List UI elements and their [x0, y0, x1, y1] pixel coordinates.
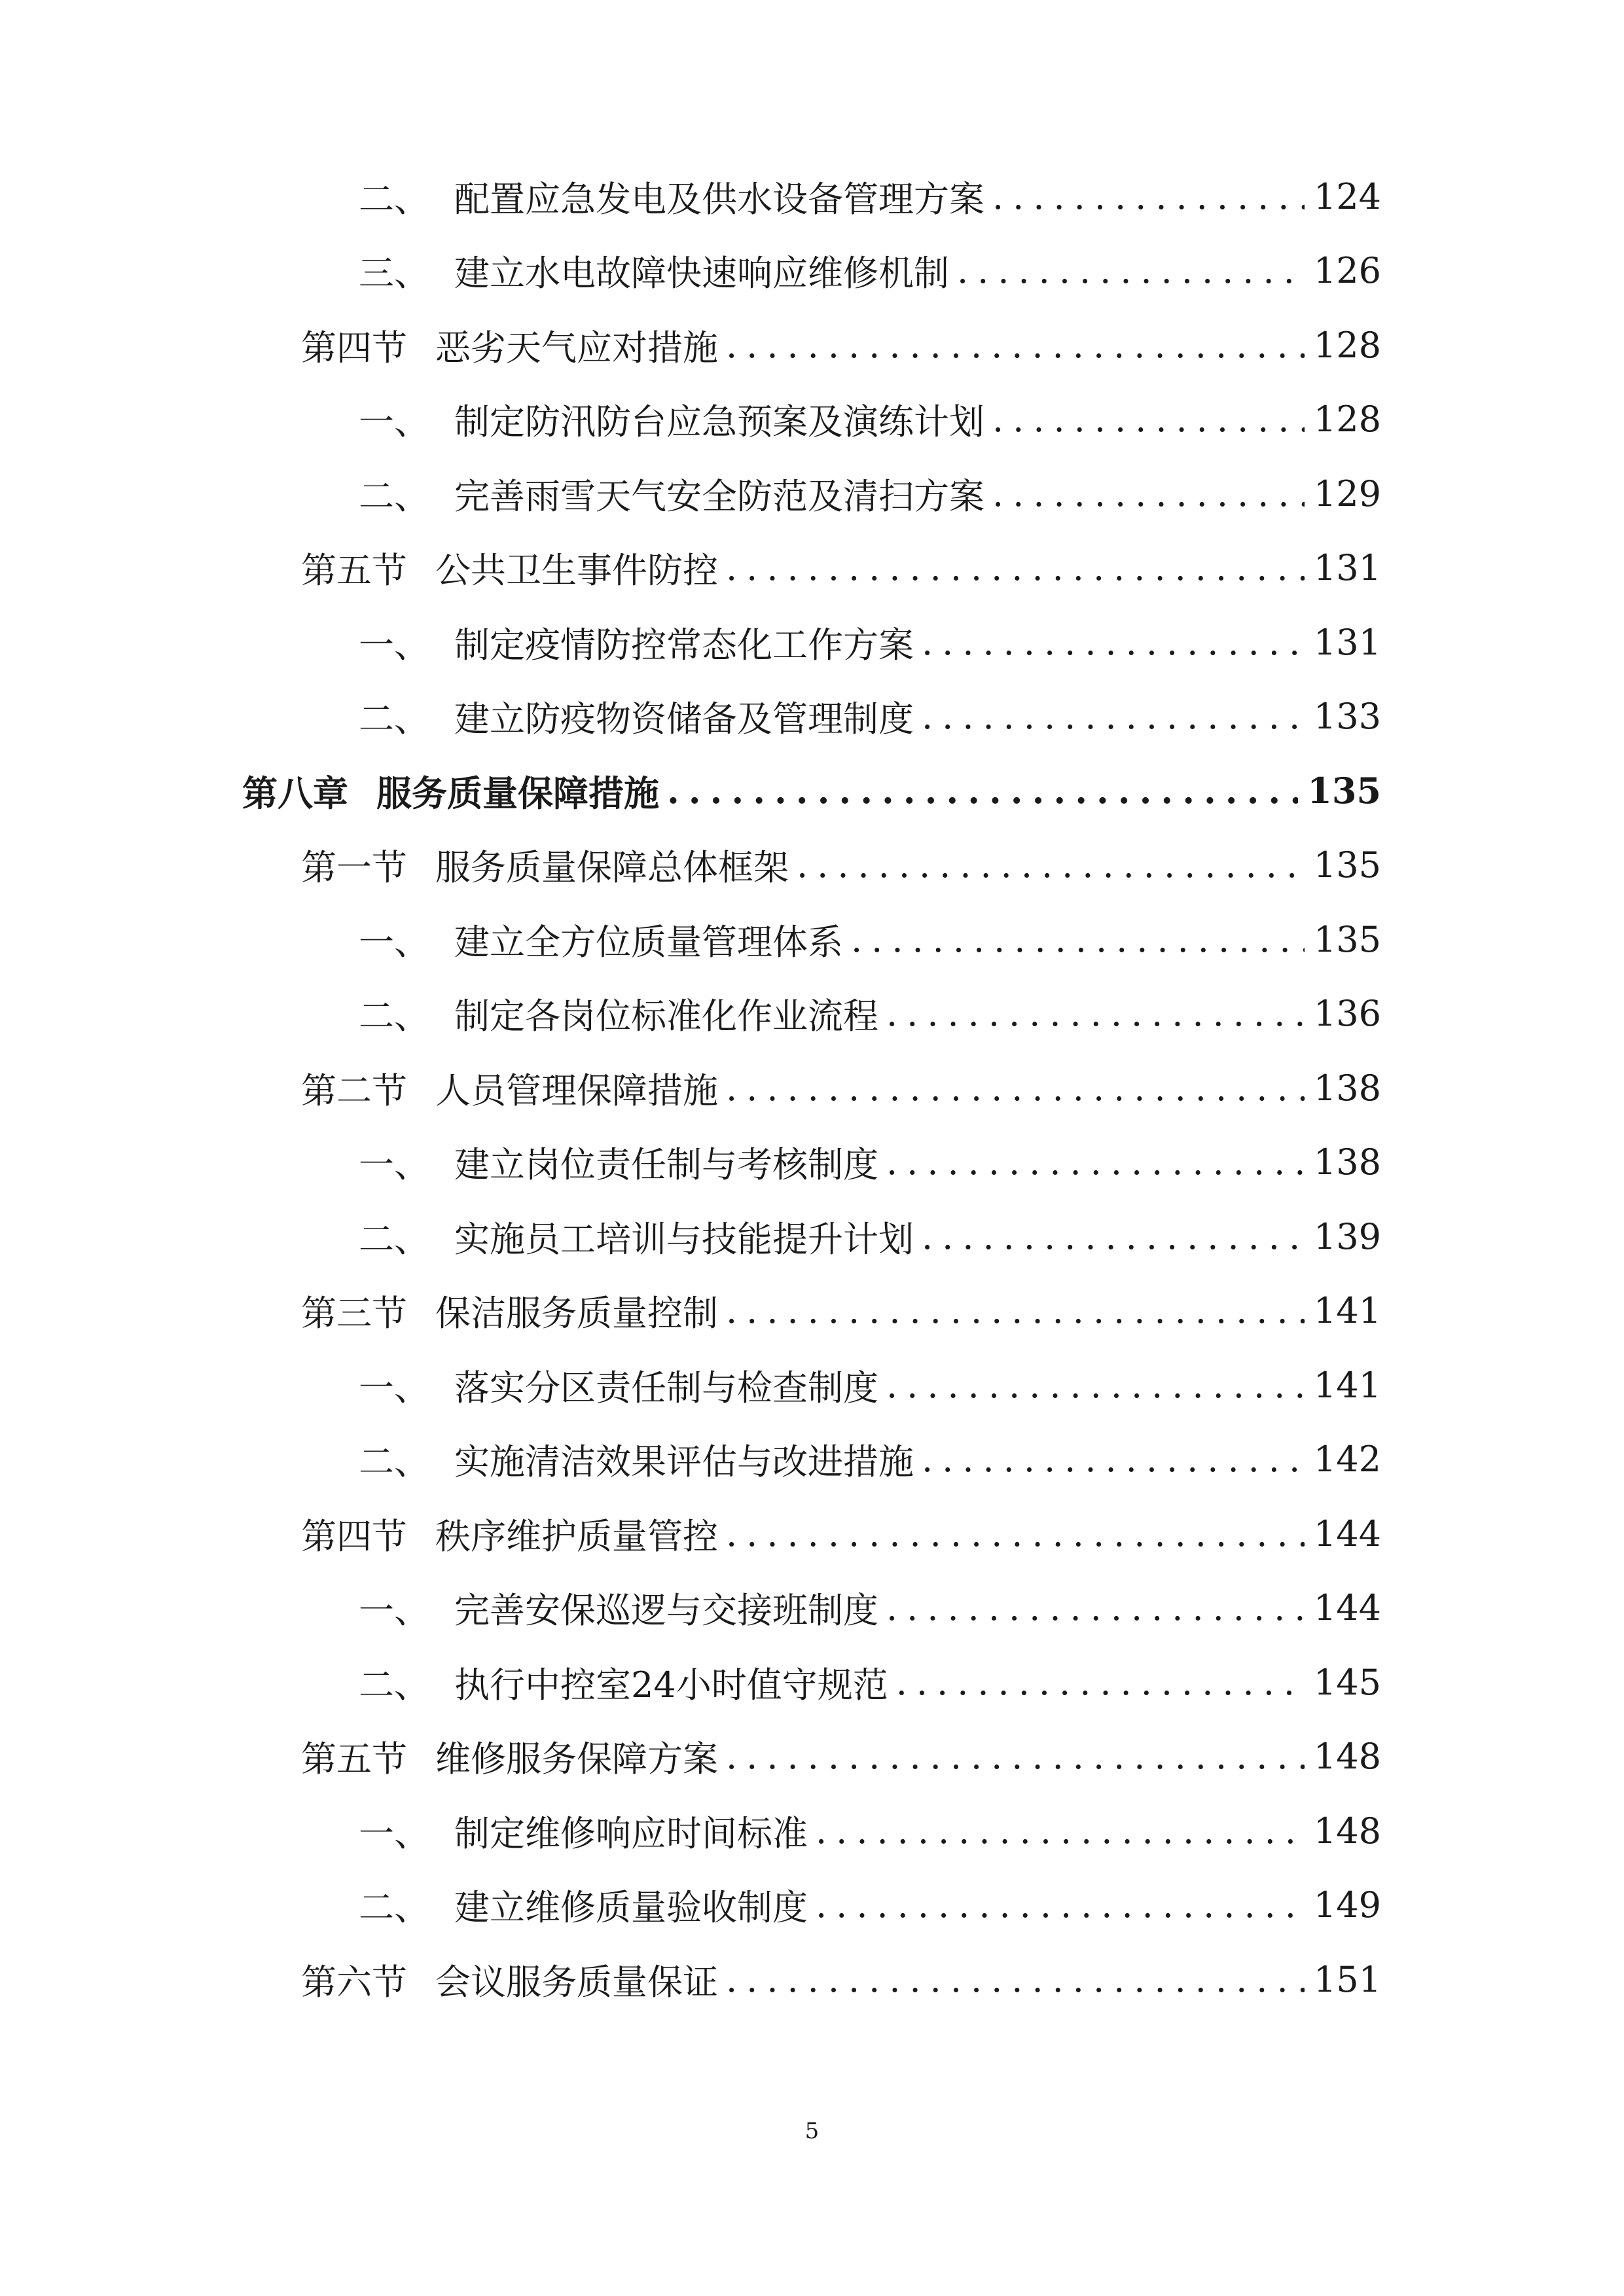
toc-entry-number: 二、	[359, 178, 429, 220]
toc-dot-leader	[984, 176, 1305, 217]
toc-entry-title: 落实分区责任制与检查制度	[454, 1367, 878, 1408]
toc-entry-number: 第四节	[301, 1515, 407, 1557]
toc-entry-title: 人员管理保障措施	[435, 1069, 718, 1111]
toc-entry-title: 实施员工培训与技能提升计划	[454, 1218, 914, 1260]
toc-entry-title: 建立维修质量验收制度	[454, 1887, 808, 1928]
toc-dot-leader	[718, 1959, 1305, 2000]
toc-entry-item[interactable]	[359, 1804, 1381, 1857]
toc-entry-page: 131	[1313, 547, 1381, 588]
toc-entry-title: 维修服务保障方案	[435, 1738, 718, 1780]
toc-entry-page: 129	[1313, 473, 1381, 514]
toc-dot-leader	[914, 696, 1305, 737]
toc-entry-chapter[interactable]	[242, 764, 1381, 817]
toc-entry-title: 制定疫情防控常态化工作方案	[454, 624, 914, 666]
toc-entry-page: 133	[1313, 696, 1381, 737]
toc-dot-leader	[718, 1513, 1305, 1554]
toc-entry-number: 一、	[359, 1590, 429, 1631]
toc-dot-leader	[914, 1439, 1305, 1480]
toc-entry-section[interactable]	[301, 1285, 1381, 1337]
toc-entry-title: 建立全方位质量管理体系	[454, 921, 843, 963]
toc-entry-title: 会议服务质量保证	[435, 1961, 718, 2003]
toc-entry-page: 148	[1313, 1810, 1381, 1852]
toc-entry-item[interactable]	[359, 1136, 1381, 1189]
toc-entry-title: 制定防汛防台应急预案及演练计划	[454, 401, 984, 442]
toc-dot-leader	[914, 1216, 1305, 1257]
toc-dot-leader	[888, 1662, 1305, 1703]
toc-entry-number: 一、	[359, 1144, 429, 1185]
toc-entry-page: 128	[1313, 324, 1381, 366]
toc-entry-number: 一、	[359, 921, 429, 963]
toc-entry-number: 第五节	[301, 1738, 407, 1780]
toc-entry-title: 服务质量保障总体框架	[435, 847, 789, 888]
toc-entry-title: 秩序维护质量管控	[435, 1515, 718, 1557]
toc-entry-title: 实施清洁效果评估与改进措施	[454, 1441, 914, 1482]
toc-entry-section[interactable]	[301, 1953, 1381, 2005]
toc-dot-leader	[718, 1736, 1305, 1777]
toc-entry-page: 135	[1307, 770, 1381, 812]
toc-entry-page: 124	[1313, 175, 1381, 217]
toc-entry-number: 二、	[359, 1441, 429, 1482]
toc-entry-number: 二、	[359, 1887, 429, 1928]
toc-entry-section[interactable]	[301, 542, 1381, 594]
toc-entry-title: 完善雨雪天气安全防范及清扫方案	[454, 475, 984, 517]
toc-entry-title: 恶劣天气应对措施	[435, 327, 718, 368]
toc-dot-leader	[949, 250, 1305, 291]
toc-entry-item[interactable]	[359, 691, 1381, 743]
toc-entry-page: 135	[1313, 918, 1381, 960]
toc-dot-leader	[718, 1067, 1305, 1109]
toc-entry-section[interactable]	[301, 839, 1381, 891]
toc-entry-item[interactable]	[359, 170, 1381, 223]
toc-entry-section[interactable]	[301, 1062, 1381, 1114]
toc-entry-page: 141	[1313, 1290, 1381, 1331]
toc-dot-leader	[718, 547, 1305, 588]
toc-entry-number: 二、	[359, 475, 429, 517]
toc-entry-item[interactable]	[359, 1656, 1381, 1708]
toc-entry-page: 138	[1313, 1067, 1381, 1109]
toc-entry-page: 126	[1313, 250, 1381, 291]
toc-entry-number: 第二节	[301, 1069, 407, 1111]
toc-entry-number: 二、	[359, 996, 429, 1037]
toc-entry-number: 三、	[359, 253, 429, 294]
toc-entry-number: 一、	[359, 624, 429, 666]
page-number: 5	[804, 2118, 820, 2144]
toc-entry-number: 一、	[359, 401, 429, 442]
toc-entry-title: 制定各岗位标准化作业流程	[454, 996, 878, 1037]
toc-entry-title: 建立水电故障快速响应维修机制	[454, 253, 949, 294]
toc-dot-leader	[808, 1884, 1305, 1926]
toc-entry-number: 第一节	[301, 847, 407, 888]
toc-entry-page: 148	[1313, 1736, 1381, 1777]
toc-entry-title: 服务质量保障措施	[376, 772, 659, 814]
toc-entry-number: 一、	[359, 1367, 429, 1408]
toc-entry-title: 完善安保巡逻与交接班制度	[454, 1590, 878, 1631]
toc-entry-title: 制定维修响应时间标准	[454, 1812, 808, 1854]
toc-entry-number: 二、	[359, 1218, 429, 1260]
toc-entry-number: 第五节	[301, 550, 407, 591]
toc-dot-leader	[659, 770, 1298, 812]
toc-entry-page: 141	[1313, 1364, 1381, 1406]
toc-entry-title: 建立防疫物资储备及管理制度	[454, 698, 914, 740]
toc-dot-leader	[984, 399, 1305, 440]
toc-entry-title: 配置应急发电及供水设备管理方案	[454, 178, 984, 220]
toc-entry-page: 139	[1313, 1215, 1381, 1257]
toc-dot-leader	[843, 919, 1305, 960]
toc-dot-leader	[718, 325, 1305, 366]
toc-dot-leader	[878, 1365, 1305, 1406]
toc-entry-title: 保洁服务质量控制	[435, 1293, 718, 1334]
toc-entry-number: 第六节	[301, 1961, 407, 2003]
toc-entry-section[interactable]	[301, 319, 1381, 371]
toc-entry-page: 136	[1313, 993, 1381, 1034]
toc-entry-item[interactable]	[359, 393, 1381, 446]
toc-entry-number: 第八章	[242, 772, 348, 814]
toc-entry-page: 135	[1313, 844, 1381, 886]
toc-entry-title: 建立岗位责任制与考核制度	[454, 1144, 878, 1185]
toc-entry-page: 149	[1313, 1884, 1381, 1926]
toc-dot-leader	[718, 1290, 1305, 1331]
toc-entry-page: 144	[1313, 1587, 1381, 1628]
toc-entry-title: 公共卫生事件防控	[435, 550, 718, 591]
toc-entry-number: 二、	[359, 1664, 429, 1706]
toc-dot-leader	[984, 473, 1305, 514]
toc-dot-leader	[914, 622, 1305, 663]
toc-dot-leader	[878, 1141, 1305, 1183]
toc-entry-number: 二、	[359, 698, 429, 740]
toc-entry-page: 145	[1313, 1661, 1381, 1703]
toc-entry-title: 执行中控室24小时值守规范	[454, 1664, 888, 1706]
toc-entry-item[interactable]	[359, 245, 1381, 297]
toc-entry-page: 151	[1313, 1958, 1381, 2000]
toc-entry-page: 128	[1313, 399, 1381, 440]
toc-entry-item[interactable]	[359, 616, 1381, 668]
toc-entry-item[interactable]	[359, 1582, 1381, 1634]
toc-entry-page: 142	[1313, 1439, 1381, 1480]
toc-dot-leader	[789, 844, 1305, 886]
toc-entry-item[interactable]	[359, 988, 1381, 1040]
toc-entry-item[interactable]	[359, 1879, 1381, 1931]
toc-entry-page: 131	[1313, 621, 1381, 663]
toc-entry-item[interactable]	[359, 1359, 1381, 1411]
toc-dot-leader	[878, 1587, 1305, 1628]
toc-entry-item[interactable]	[359, 913, 1381, 965]
toc-entry-section[interactable]	[301, 1731, 1381, 1783]
toc-entry-page: 138	[1313, 1141, 1381, 1183]
toc-dot-leader	[878, 993, 1305, 1034]
toc-entry-item[interactable]	[359, 467, 1381, 520]
toc-entry-item[interactable]	[359, 1433, 1381, 1486]
toc-entry-number: 第四节	[301, 327, 407, 368]
toc-entry-section[interactable]	[301, 1507, 1381, 1560]
toc-entry-number: 第三节	[301, 1293, 407, 1334]
toc-entry-page: 144	[1313, 1513, 1381, 1554]
toc-entry-item[interactable]	[359, 1210, 1381, 1263]
toc-dot-leader	[808, 1810, 1305, 1852]
toc-entry-number: 一、	[359, 1812, 429, 1854]
